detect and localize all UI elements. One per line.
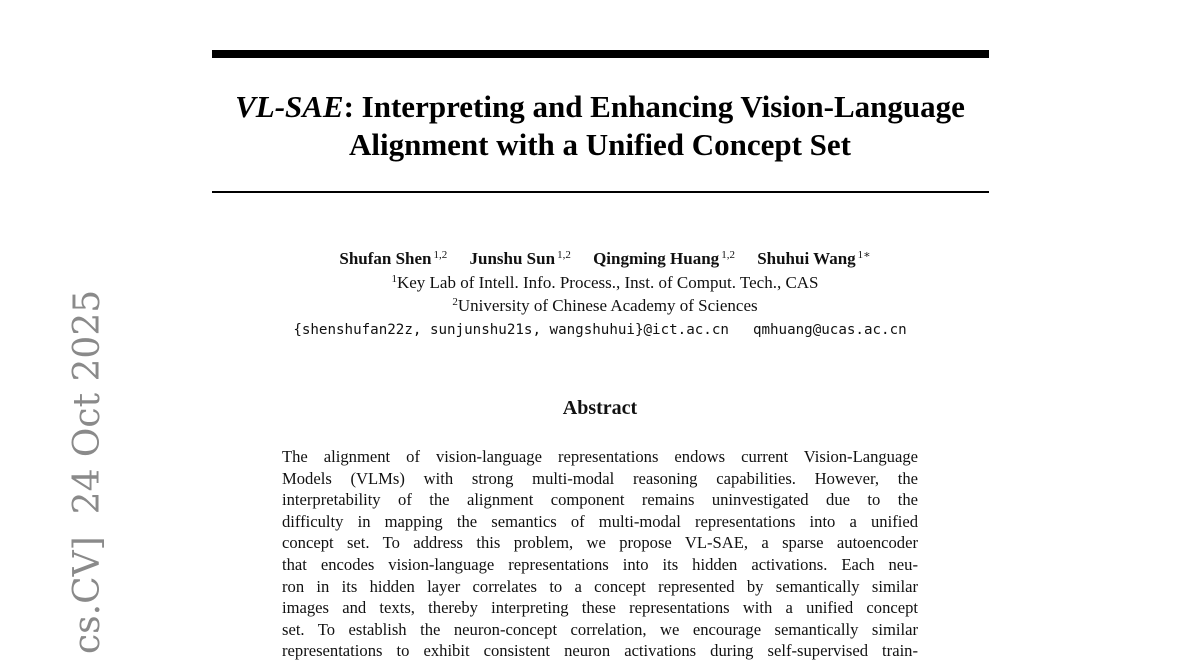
affiliation-2 xyxy=(200,295,1010,317)
author-name: Shuhui Wang xyxy=(757,249,856,268)
title-line-2: Alignment with a Unified Concept Set xyxy=(348,127,852,162)
abstract-line: concept set. To address this problem, we propose VL-SAE, a sparse autoencoder xyxy=(282,533,918,553)
abstract-line: Models (VLMs) with strong multi-modal reasoning capabilities. However, the xyxy=(282,468,918,488)
author-affiliation-marker: 1,2 xyxy=(557,249,571,261)
title-line-1-rest: : Interpreting and Enhancing Vision-Language xyxy=(343,89,965,124)
abstract-line: interpretability of the alignment component remains uninvestigated due to the xyxy=(282,490,918,510)
arxiv-category: cs.CV] xyxy=(67,536,108,654)
title-bottom-rule xyxy=(212,191,989,193)
abstract-line: The alignment of vision-language representations endows current Vision-Language xyxy=(282,447,918,466)
author-name: Shufan Shen xyxy=(339,249,432,268)
title-italic-name: VL-SAE xyxy=(235,89,344,124)
abstract-line: images and texts, thereby interpreting these representations with a unified concept xyxy=(282,598,918,618)
affiliation-text: Key Lab of Intell. Info. Process., Inst. of Comput. Tech., CAS xyxy=(396,273,819,292)
author-list xyxy=(200,248,1010,270)
affiliation-text: University of Chinese Academy of Sciences xyxy=(457,296,758,315)
author-affiliation-marker: 1,2 xyxy=(433,249,448,261)
author-name: Qingming Huang xyxy=(593,249,720,268)
abstract-line: difficulty in mapping the semantics of multi-modal representations into a unified xyxy=(282,511,918,531)
affiliation-1 xyxy=(200,272,1010,294)
affiliation-marker: 2 xyxy=(452,296,458,308)
email-ucas: qmhuang@ucas.ac.cn xyxy=(752,322,907,338)
abstract-line: set. To establish the neuron-concept correlation, we encourage semantically similar xyxy=(282,619,918,639)
title-top-rule xyxy=(212,50,989,58)
author-affiliation-marker: 1∗ xyxy=(857,249,871,261)
affiliation-marker: 1 xyxy=(391,273,397,285)
abstract-body xyxy=(282,446,918,662)
author-emails xyxy=(200,320,1000,340)
author xyxy=(470,249,571,268)
author xyxy=(339,249,447,268)
abstract-line: representations to exhibit consistent neuron activations during self-supervised train- xyxy=(282,641,918,661)
email-group-ict: {shenshufan22z, sunjunshu21s, wangshuhui}@ict.ac.cn xyxy=(293,322,729,338)
author-name: Junshu Sun xyxy=(469,249,556,268)
abstract-line: ron in its hidden layer correlates to a concept represented by semantically similar xyxy=(282,576,918,596)
abstract-heading: Abstract xyxy=(562,397,638,419)
arxiv-side-stamp xyxy=(68,290,108,654)
arxiv-date: 24 Oct 2025 xyxy=(67,289,108,515)
abstract-line: that encodes vision-language representations into its hidden activations. Each neu- xyxy=(282,554,918,574)
author xyxy=(593,249,735,268)
title-line-1 xyxy=(200,88,1000,126)
paper-title xyxy=(200,88,1000,164)
author-affiliation-marker: 1,2 xyxy=(721,249,735,261)
author xyxy=(757,249,870,268)
